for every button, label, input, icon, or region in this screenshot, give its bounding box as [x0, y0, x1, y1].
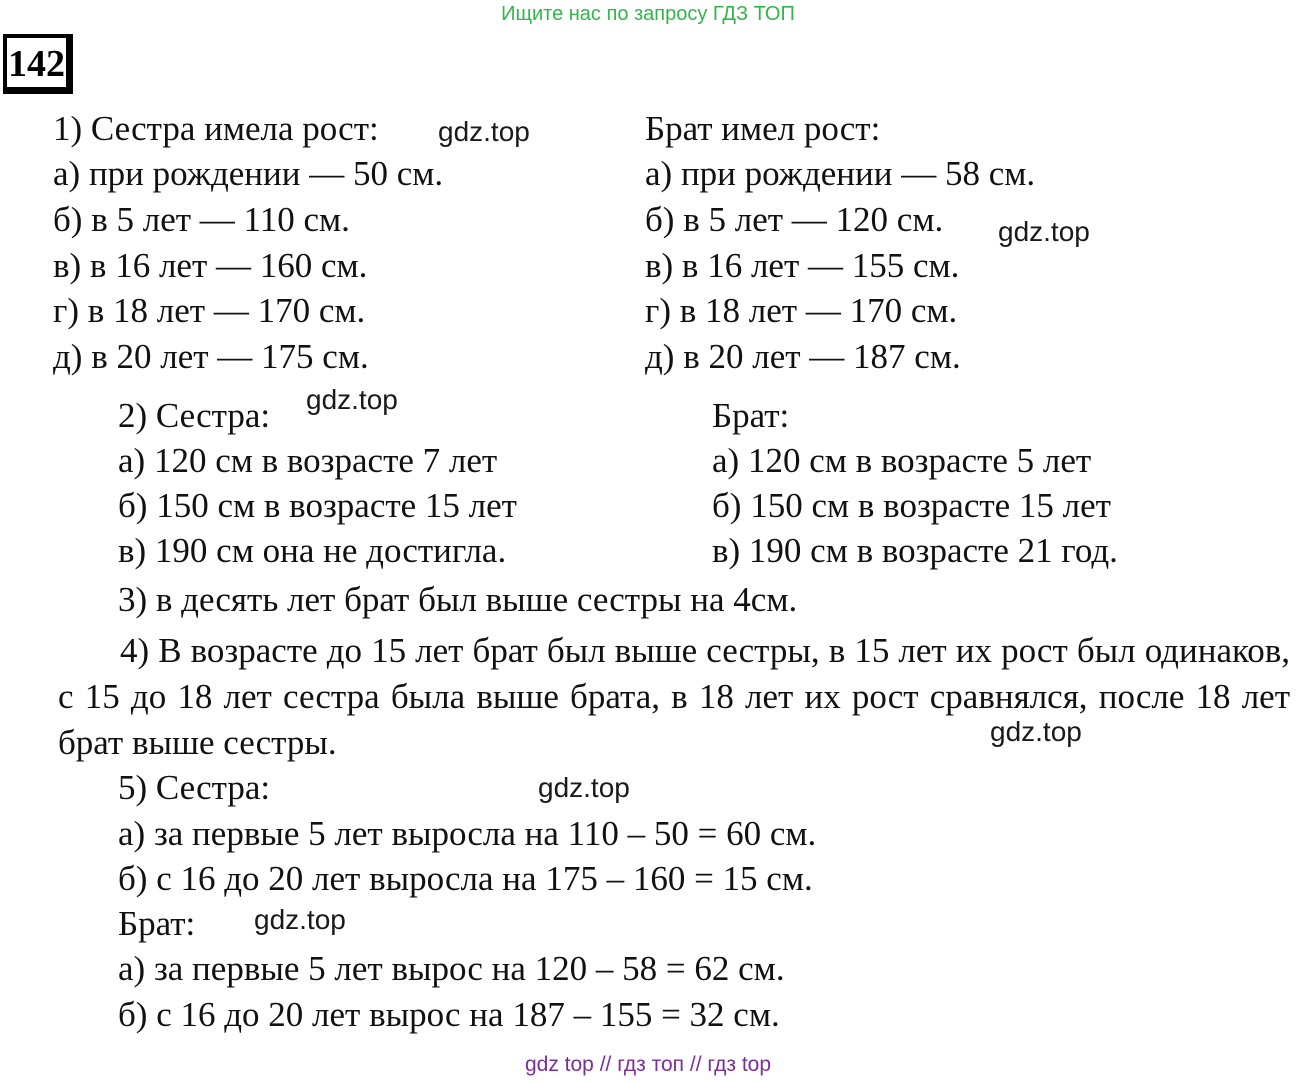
sister-height-item: д) в 20 лет — 175 см. [53, 337, 369, 376]
part5-sister-title: 5) Сестра: [118, 768, 271, 807]
sister-height-item: в) в 16 лет — 160 см. [53, 246, 368, 285]
part4-answer: 4) В возрасте до 15 лет брат был выше сестры, в 15 лет их рост был одинаков, с 15 до 18 лет сестра была выше брата, в 18 лет их рост сравнялся, после 18 лет брат выше сестры. [58, 631, 1290, 762]
watermark: gdz.top [998, 216, 1090, 247]
part5-brother-item: б) с 16 до 20 лет вырос на 187 – 155 = 32 см. [118, 995, 780, 1034]
brother-height-item: д) в 20 лет — 187 см. [645, 337, 961, 376]
brother-height-item: г) в 18 лет — 170 см. [645, 291, 958, 330]
part2-brother-item: в) 190 см в возрасте 21 год. [712, 531, 1118, 570]
sister-height-item: г) в 18 лет — 170 см. [53, 291, 366, 330]
part5-sister-item: а) за первые 5 лет выросла на 110 – 50 = 60 см. [118, 814, 817, 853]
brother-height-item: а) при рождении — 58 см. [645, 154, 1036, 193]
part2-sister-title: 2) Сестра: [118, 396, 271, 435]
brother-height-item: б) в 5 лет — 120 см. [645, 200, 944, 239]
part2-brother-item: б) 150 см в возрасте 15 лет [712, 486, 1111, 525]
part5-sister-item: б) с 16 до 20 лет выросла на 175 – 160 = 15 см. [118, 859, 813, 898]
footer-links: gdz top // гдз топ // гдз top [524, 1053, 772, 1076]
sister-height-item: а) при рождении — 50 см. [53, 154, 444, 193]
part2-brother-title: Брат: [712, 396, 790, 435]
watermark: gdz.top [254, 904, 346, 935]
watermark: gdz.top [306, 384, 398, 415]
part5-brother-title: Брат: [118, 904, 196, 943]
part3-answer: 3) в десять лет брат был выше сестры на 4см. [118, 580, 798, 619]
brother-height-title: Брат имел рост: [645, 109, 881, 148]
search-banner: Ищите нас по запросу ГДЗ ТОП [501, 3, 795, 25]
part2-sister-item: а) 120 см в возрасте 7 лет [118, 441, 498, 480]
task-number: 142 [3, 34, 73, 94]
part5-brother-item: а) за первые 5 лет вырос на 120 – 58 = 62 см. [118, 949, 785, 988]
sister-height-title: 1) Сестра имела рост: [53, 109, 379, 148]
watermark: gdz.top [438, 116, 530, 147]
part2-sister-item: б) 150 см в возрасте 15 лет [118, 486, 517, 525]
watermark: gdz.top [990, 716, 1082, 747]
watermark: gdz.top [538, 772, 630, 803]
part2-sister-item: в) 190 см она не достигла. [118, 531, 507, 570]
part2-brother-item: а) 120 см в возрасте 5 лет [712, 441, 1092, 480]
sister-height-item: б) в 5 лет — 110 см. [53, 200, 350, 239]
brother-height-item: в) в 16 лет — 155 см. [645, 246, 960, 285]
